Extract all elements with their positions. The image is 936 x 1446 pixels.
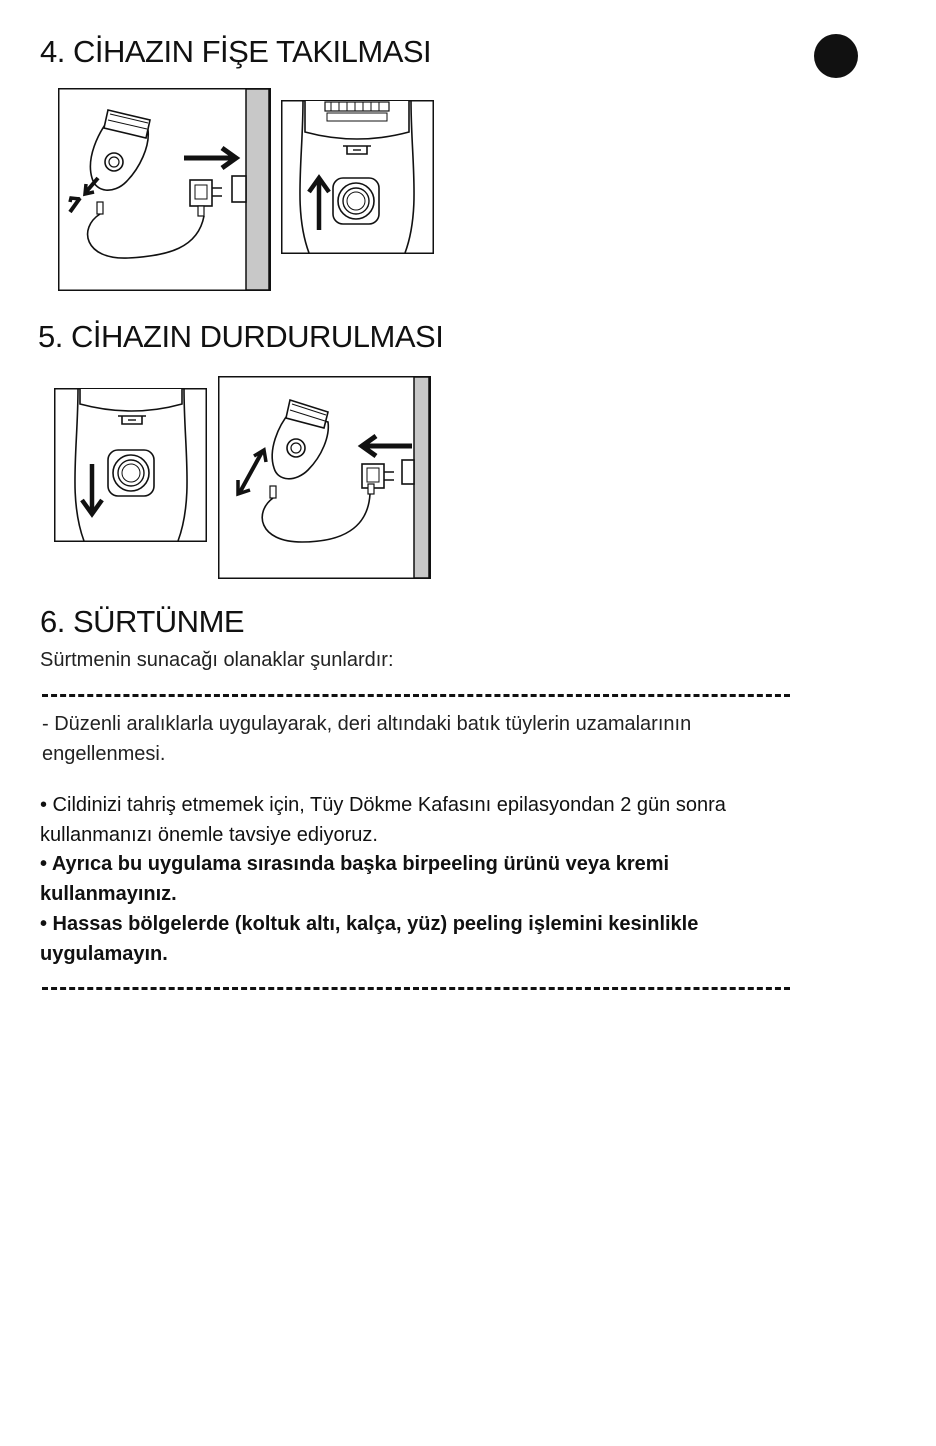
switch-off-illustration [54, 388, 207, 542]
page-marker-dot [814, 34, 858, 78]
dashed-divider-top [42, 694, 790, 697]
switch-down-arrow-icon [54, 388, 207, 542]
note-skin-irritation: • Cildinizi tahriş etmemek için, Tüy Dökme Kafasını epilasyondan 2 gün sonra kullanmanızı önemle tavsiye ediyoruz. [40, 794, 726, 846]
note-no-other-products: • Ayrıca bu uygulama sırasında başka birpeeling ürünü veya kremi kullanmayınız. [40, 853, 670, 905]
switch-up-arrow-icon [281, 100, 434, 254]
dashed-divider-bottom [42, 987, 790, 990]
benefit-item: - Düzenli aralıklarla uygulayarak, deri altındaki batık tüylerin uzamalarının engellenmesi. [42, 713, 692, 765]
plug-in-device-illustration [58, 88, 271, 291]
section-4-title: 4. CİHAZIN FİŞE TAKILMASI [40, 34, 432, 69]
section-6-title: 6. SÜRTÜNME [40, 604, 245, 639]
switch-on-illustration [281, 100, 434, 254]
unplug-device-illustration [218, 376, 431, 579]
section-6-intro: Sürtmenin sunacağı olanaklar şunlardır: [40, 649, 394, 671]
epilator-with-adapter-left-arrow-icon [218, 376, 431, 579]
epilator-with-adapter-icon [58, 88, 271, 291]
note-sensitive-areas: • Hassas bölgelerde (koltuk altı, kalça, yüz) peeling işlemini kesinlikle uygulamayın. [40, 913, 699, 965]
section-5-title: 5. CİHAZIN DURDURULMASI [38, 319, 444, 354]
